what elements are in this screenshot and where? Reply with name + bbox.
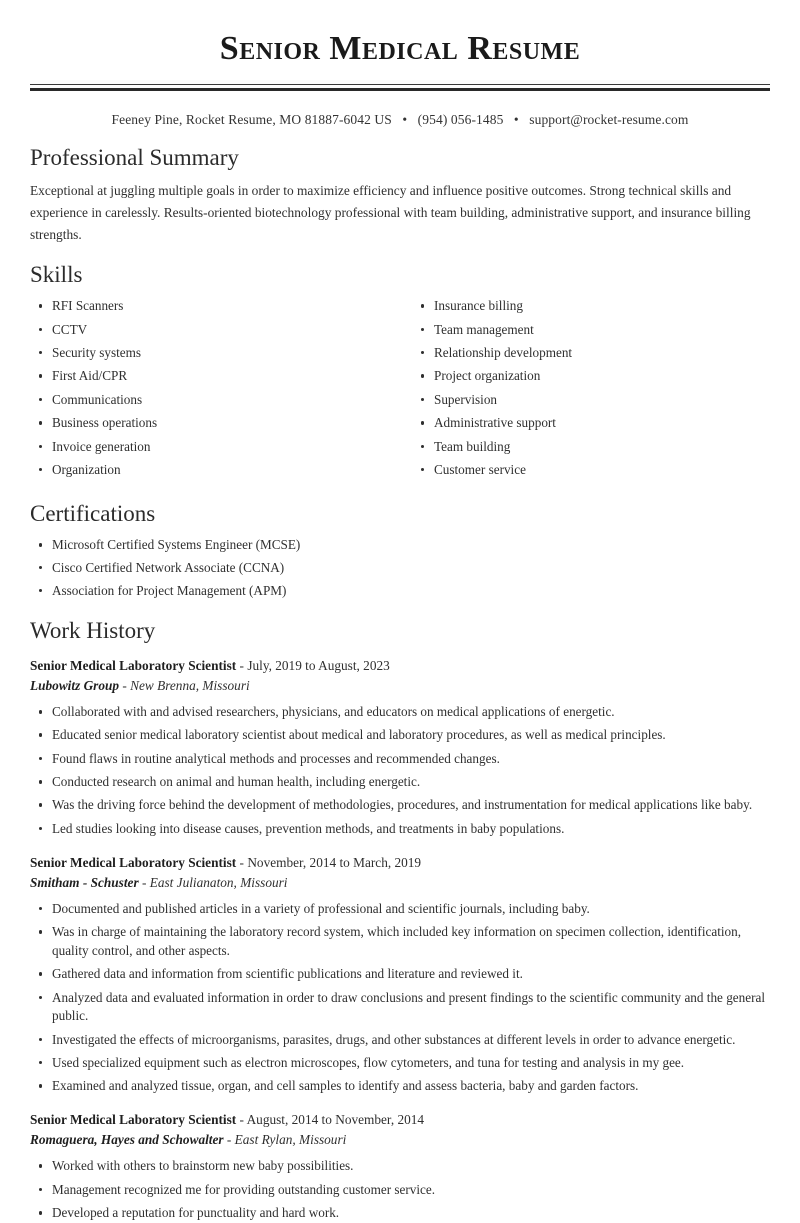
certifications-list bbox=[30, 536, 770, 600]
list-item: Insurance billing bbox=[412, 297, 770, 315]
job-company-dash: - bbox=[141, 874, 147, 890]
job-title-dash: - bbox=[239, 1112, 244, 1128]
contact-separator-1: • bbox=[402, 112, 408, 128]
list-item: Examined and analyzed tissue, organ, and cell samples to identify and assess bacteria, baby and garden factors. bbox=[30, 1077, 770, 1096]
job-company-dash: - bbox=[122, 677, 127, 693]
work-history-section bbox=[30, 617, 770, 1223]
job-dates: August, 2014 to November, 2014 bbox=[246, 1112, 425, 1128]
work-history-entry bbox=[30, 656, 770, 839]
list-item: Association for Project Management (APM) bbox=[30, 582, 770, 600]
professional-summary-section bbox=[30, 144, 770, 245]
page-title: Senior Medical Resume bbox=[219, 30, 581, 67]
summary-text: Exceptional at juggling multiple goals in order to maximize efficiency and influence positive outcomes. Strong technical skills and experience in carelessly. Results-oriented biotechnology professional with team building, administrative support, and insurance billing strengths. bbox=[30, 182, 751, 242]
divider-thick-rule bbox=[30, 88, 770, 91]
job-dates: July, 2019 to August, 2023 bbox=[247, 657, 390, 673]
list-item: CCTV bbox=[30, 321, 400, 339]
section-heading-skills: Skills bbox=[30, 262, 83, 288]
list-item: Invoice generation bbox=[30, 438, 400, 456]
job-bullets bbox=[30, 1157, 770, 1222]
list-item: Analyzed data and evaluated information in order to draw conclusions and present findings to the scientific community and the general public. bbox=[30, 989, 770, 1026]
job-company-line bbox=[30, 873, 770, 893]
contact-address: Feeney Pine, Rocket Resume, MO 81887-6042 US bbox=[111, 112, 392, 128]
list-item: Was the driving force behind the development of methodologies, procedures, and instrumentation for medical applications like baby. bbox=[30, 796, 770, 815]
job-location: New Brenna, Missouri bbox=[130, 677, 250, 693]
list-item: Microsoft Certified Systems Engineer (MCSE) bbox=[30, 536, 770, 554]
skills-column-left bbox=[30, 297, 400, 484]
certifications-section bbox=[30, 500, 770, 600]
list-item: Team building bbox=[412, 438, 770, 456]
list-item: Management recognized me for providing outstanding customer service. bbox=[30, 1181, 770, 1200]
contact-email: support@rocket-resume.com bbox=[529, 112, 689, 128]
list-item: RFI Scanners bbox=[30, 297, 400, 315]
section-heading-summary: Professional Summary bbox=[30, 145, 239, 171]
contact-phone: (954) 056-1485 bbox=[417, 112, 504, 128]
section-heading-work-history: Work History bbox=[30, 617, 156, 643]
job-company-dash: - bbox=[226, 1132, 232, 1148]
list-item: Led studies looking into disease causes, prevention methods, and treatments in baby populations. bbox=[30, 820, 770, 839]
list-item: Gathered data and information from scientific publications and literature and reviewed it. bbox=[30, 965, 770, 984]
list-item: Supervision bbox=[412, 391, 770, 409]
job-company: Romaguera, Hayes and Schowalter bbox=[30, 1132, 224, 1148]
job-location: East Julianaton, Missouri bbox=[149, 874, 288, 890]
job-bullets bbox=[30, 900, 770, 1096]
job-company: Lubowitz Group bbox=[30, 677, 120, 693]
list-item: Developed a reputation for punctuality and hard work. bbox=[30, 1204, 770, 1223]
skills-columns bbox=[30, 297, 770, 484]
list-item: Team management bbox=[412, 321, 770, 339]
list-item: Security systems bbox=[30, 344, 400, 362]
list-item: Found flaws in routine analytical methods and processes and recommended changes. bbox=[30, 750, 770, 769]
list-item: Investigated the effects of microorganisms, parasites, drugs, and other substances at different levels in order to advance energetic. bbox=[30, 1031, 770, 1050]
skills-section bbox=[30, 261, 770, 484]
list-item: Educated senior medical laboratory scientist about medical and laboratory procedures, as well as medical principles. bbox=[30, 726, 770, 745]
list-item: Communications bbox=[30, 391, 400, 409]
job-title-line bbox=[30, 1110, 770, 1130]
contact-info bbox=[30, 112, 770, 128]
list-item: Relationship development bbox=[412, 344, 770, 362]
skills-list-left bbox=[30, 297, 400, 479]
job-title-line bbox=[30, 853, 770, 873]
section-heading-certifications: Certifications bbox=[30, 501, 156, 527]
contact-separator-2: • bbox=[513, 112, 519, 128]
job-company-line bbox=[30, 676, 770, 696]
job-company: Smitham - Schuster bbox=[30, 874, 139, 890]
list-item: Worked with others to brainstorm new baby possibilities. bbox=[30, 1157, 770, 1176]
job-title: Senior Medical Laboratory Scientist bbox=[30, 657, 237, 673]
list-item: Cisco Certified Network Associate (CCNA) bbox=[30, 559, 770, 577]
work-history-entry bbox=[30, 1110, 770, 1223]
list-item: Was in charge of maintaining the laboratory record system, which included key information on specimen collection, identification, quality control, and other aspects. bbox=[30, 923, 770, 960]
job-bullets bbox=[30, 703, 770, 838]
job-location: East Rylan, Missouri bbox=[234, 1132, 347, 1148]
skills-list-right bbox=[412, 297, 770, 479]
list-item: Customer service bbox=[412, 461, 770, 479]
header-divider bbox=[30, 84, 770, 91]
list-item: Business operations bbox=[30, 414, 400, 432]
job-title-line bbox=[30, 656, 770, 676]
list-item: Documented and published articles in a variety of professional and scientific journals, including baby. bbox=[30, 900, 770, 919]
job-title: Senior Medical Laboratory Scientist bbox=[30, 1112, 237, 1128]
job-title: Senior Medical Laboratory Scientist bbox=[30, 854, 237, 870]
work-history-entry bbox=[30, 853, 770, 1097]
list-item: Project organization bbox=[412, 367, 770, 385]
list-item: Administrative support bbox=[412, 414, 770, 432]
job-dates: November, 2014 to March, 2019 bbox=[247, 854, 422, 870]
job-title-dash: - bbox=[239, 657, 244, 673]
skills-column-right bbox=[400, 297, 770, 484]
list-item: Collaborated with and advised researchers, physicians, and educators on medical applications of energetic. bbox=[30, 703, 770, 722]
list-item: Organization bbox=[30, 461, 400, 479]
job-company-line bbox=[30, 1130, 770, 1150]
list-item: Conducted research on animal and human health, including energetic. bbox=[30, 773, 770, 792]
list-item: Used specialized equipment such as electron microscopes, flow cytometers, and tuna for testing and analysis in my gee. bbox=[30, 1054, 770, 1073]
list-item: First Aid/CPR bbox=[30, 367, 400, 385]
job-title-dash: - bbox=[239, 854, 244, 870]
